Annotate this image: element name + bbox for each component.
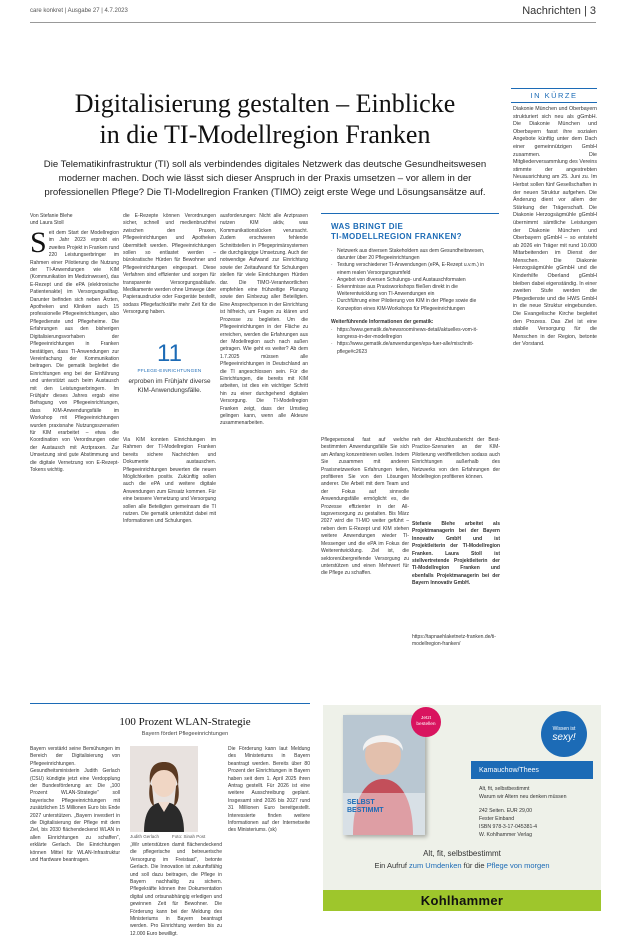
info-box-item: · Erkenntnisse aus Praxisworkshops fließen direkt in die Weiterentwicklung von TI-Anwendungen ein xyxy=(331,284,491,298)
info-box-list xyxy=(331,248,491,313)
drop-cap: S xyxy=(30,226,47,259)
article-lead: Die Telematikinfrastruktur (TI) soll als verbindendes digitales Netzwerk das deutsche Gesundheitswesen moderner machen. Doch wie lässt sich dieser Anspruch in der Praxis umsetzen – vor allem in der professionellen Pflege? Die TI-Modellregion Franken (TIMO) zeigt erste Wege und Lösungsansätze auf. xyxy=(43,159,487,198)
book-advertisement[interactable] xyxy=(323,705,601,911)
article-column-1 xyxy=(30,226,119,680)
sidebar-title: IN KÜRZE xyxy=(511,88,597,103)
book-cover-photo xyxy=(343,715,425,835)
info-box-title-line-1: WAS BRINGT DIE xyxy=(331,222,404,231)
info-box-item: · Testung verschiedener TI-Anwendungen (ePA, E-Rezept u.v.m.) in einem realen Versorgungsumfeld xyxy=(331,262,491,276)
info-box-title-line-2: TI-MODELLREGION FRANKEN? xyxy=(331,232,462,241)
byline-line-1: Von Stefanie Blehe xyxy=(30,213,73,219)
publisher-bar[interactable] xyxy=(323,890,601,911)
section-page-label: Nachrichten | 3 xyxy=(522,5,596,17)
info-box-item: · Durchführung einer Pilotierung von KIM in der Pflege sowie die Konzeption eines KIM-Workshops für Pflegeeinrichtungen xyxy=(331,298,491,312)
article-column-2b: Via KIM konnten Einrichtungen im Rahmen der TI-Modellregion Franken bereits sichere Nachrichten und Dokumente austauschen. Pflegeeinrichtungen bewerten die neuen Möglichkeiten positiv. Zukünftig sollen auch die ePA und weitere digitale Anwendungen zum Einsatz kommen. Für eine bessere Vernetzung und Versorgung sollen alle Beteiligten gemeinsam die TI nutzen. Die gematik unterstützt dabei mit Informationen und Schulungen. xyxy=(123,437,216,525)
book-subtitle: Warum wir Altern neu denken müssen xyxy=(479,794,567,800)
info-box-title xyxy=(331,222,499,242)
slogan-line-2: sexy! xyxy=(552,731,576,743)
sub-column-2b: „Wir unterstützen damit flächendeckend die pflegerische und betreuerische Versorgung im Freistaat“, betonte Gerlach. Die Innovation ist zukunftsfähig und soll dazu beitragen, die Pflege in Bayern nachhaltig zu sichern. Pflegekräfte können ihre Dokumentation digital und ortsunabhängig erledigen und gewinnen Zeit für Bewohner. Die Förderung kann bei der Meldung des Ministeriums in Bayern beantragt werden. Pro Einrichtung werden bis zu 12.000 Euro bewilligt. xyxy=(130,842,222,937)
article-headline xyxy=(30,88,500,150)
sub-article-title: 100 Prozent WLAN-Strategie xyxy=(119,716,251,728)
pull-quote-text: erproben im Frühjahr diverse KIM-Anwendungsfälle. xyxy=(128,378,211,394)
author-info: Stefanie Blehe arbeitet als Projektmanagerin bei der Bayern Innovativ GmbH und ist Projektleiterin der TI-Modellregion Franken. Laura Stoll ist stellvertretende Projektleiterin der TI-Modellregion Franken und ebenfalls Projektmanagerin bei der Bayern Innovativ GmbH. xyxy=(412,521,500,587)
section-divider xyxy=(30,703,310,704)
author-link[interactable]: https://tapnaehlaketnetz-franken.de/ti-modellregion-franken/ xyxy=(412,634,496,648)
header-divider xyxy=(30,22,596,23)
info-box xyxy=(321,213,499,403)
column-1-text: eit dem Start der Modellregion im Jahr 2023 erprobt ein zweites Projekt in Franken rund 220 Leistungserbringer im Rahmen einer Pilotierung die Nutzung der TI-Anwendungen wie KIM (Kommunikation im Medizinwesen), das E-Rezept und die ePA (elektronische Patientenakte) im Versorgungsalltag. Darunter befinden sich neben Ärzten, Apotheken und Kliniken auch 15 professionelle Pflegeeinrichtungen, also Pflegedienste und Pflegeheime. Die Erfahrungen aus den bisherigen Digitalisierungsvorhaben der Pflegeeinrichtungen in Franken bestätigen, dass TI-Anwendungen zur Vereinfachung der Kommunikation beitragen. Die gematik begleitet die Einrichtungen eng bei der Einführung und unterstützt auch beim Austausch mit den Leistungserbringern. Im Frühjahr dieses Jahres ergab eine Befragung von Pflegeeinrichtungen, dass KIM-Anwendungsfälle im Workshop mit Pflegeeinrichtungen wurden praxisnahe Nutzungsszenarien für KIM erarbeitet – etwa die Koordination von Verordnungen oder der Austausch mit Arztpraxen. Zur Umsetzung sind gute Abstimmung und die digitale Vernetzung von E-Rezept-Tokens wichtig. xyxy=(30,230,119,473)
slogan-line-1: Wissen ist xyxy=(552,725,576,732)
info-box-item: · Angebot von diversen Schulungs- und Austauschformaten xyxy=(331,277,491,284)
article-column-2: die E-Rezepte können Verordnungen sicher, schnell und medienbruchfrei zwischen den Praxen, Pflegeeinrichtungen und Apotheken übermittelt werden. Pflegeeinrichtungen sollen so entlastet werden – bürokratische Hürden für Bewohner und Pflegeeinrichtungen eingespart. Diese Verfahren sind effizienter und sorgen für transparente Versorgungsabläufe. Medikamente werden ohne Umwege über Papierausdrucke oder Faxgeräte bestellt, sodass Pflegefachkräfte mehr Zeit für die Versorgung haben. xyxy=(123,213,216,316)
sub-column-3: Die Förderung kann laut Meldung des Ministeriums in Bayern beantragt werden. Bereits über 80 Prozent der Einrichtungen in Bayern haben seit dem 1. April 2025 ihren Antrag gestellt. Für 2026 ist eine weitere Ausschreibung geplant. Insgesamt sind 2026 bis 2027 rund 31 Millionen Euro bereitgestellt. Interessierte finden weitere Informationen auf der Internetseite des Ministeriums. (sk) xyxy=(228,746,310,834)
headline-line-2: in die TI-Modellregion Franken xyxy=(99,120,431,149)
book-details xyxy=(479,785,593,839)
pull-quote-number: 11 xyxy=(157,340,182,367)
book-title: SELBST BESTIMMT xyxy=(347,799,384,814)
portrait-photo xyxy=(130,746,198,832)
book-cover[interactable] xyxy=(343,715,425,835)
tagline-part: Ein Aufruf xyxy=(374,861,410,870)
order-badge[interactable]: Jetzt bestellen xyxy=(411,707,441,737)
publisher-logo: Kohlhammer xyxy=(420,893,504,908)
info-box-item: · Netzwerk aus diversen Stakeholdern aus dem Gesundheitswesen, darunter über 20 Pflegeeinrichtungen xyxy=(331,248,491,262)
book-format: Fester Einband xyxy=(479,816,515,822)
tagline-highlight: Pflege von morgen xyxy=(486,861,550,870)
ad-tagline-2 xyxy=(323,861,601,870)
book-publisher: W. Kohlhammer Verlag xyxy=(479,832,533,838)
article-column-4: Pflegepersonal fast auf welche bestimmten Anwendungsfälle Sie sich am Anfang konzentrieren wollen. Indem Sie zusammen mit anderen Praxisnetzwerken Erfahrungen teilen, profitieren Sie von den Lösungen anderer. Die Arbeit mit dem Team und der Fokus auf sinnvolle Anwendungsfälle ermöglicht es, die Prozesse effizienter in der All-tagsversorgung zu gestalten. Bis März 2027 wird die TI-MO weiter geführt – neben dem E-Rezept und KIM stehen weitere Anwendungen wieder TI-Messenger und die ePA im Fokus der Weiterentwicklung. Ziel ist, die sektorenübergreifende Versorgung zu unterstützen und einen Mehrwert für die Pflege zu schaffen. xyxy=(321,437,409,577)
byline xyxy=(30,213,94,227)
pull-quote xyxy=(123,340,216,395)
sidebar-text: Diakonie München und Oberbayern strukturiert sich neu als gGmbH. Die Diakonie München und Oberbayern fasst ihre sozialen Angebote künftig unter dem Dach einer gemeinnützigen GmbH zusammen. Die Mitgliederversammlung des Vereins stimmte der angestrebten Neuausrichtung am 25. Juni zu. Im Herbst sollen fünf Gesellschaften in der neuen Struktur aufgehen. Die Änderung dient vor allem der Stärkung der Trägerschaft. Die Diakonie Herzogsägmühle gGmbH übernimmt sämtliche Leistungen der Diakonie München und Oberbayern gGmbH – so entsteht ab 2026 ein Träger mit rund 10.000 Mitarbeitenden im Dienst der Menschen. Die Diakonie Herzogsägmühle gGmbH und die Kinderhilfe Oberland gGmbH bleiben dabei eigenständig. In einer zweiten Stufe werden die Pflegedienste und die HWS GmbH in die neue Struktur eingebunden. Die Evangelische Kirche begleitet den Prozess. Das Ziel ist eine stabile Versorgung für die Menschen in der Region, betonte der Vorstand. xyxy=(513,106,597,348)
issue-info: care konkret | Ausgabe 27 | 4.7.2023 xyxy=(30,8,128,14)
info-box-links xyxy=(331,327,491,356)
portrait-illustration xyxy=(130,746,198,832)
book-isbn: ISBN 978-3-17-045381-4 xyxy=(479,824,537,830)
sub-article-deck: Bayern fördert Pflegeeinrichtungen xyxy=(141,731,229,737)
article-column-5: neh der Abschlussbericht der Best-Practice-Szenarien an der KIM-Pilotierung veröffentlichen sodass auch Einrichtungen außerhalb des Netzwerks von den Erfahrungen der Modellregion profitieren können. xyxy=(412,437,500,481)
ad-tagline-1: Alt, fit, selbstbestimmt xyxy=(423,849,501,858)
book-edition: Alt, fit, selbstbestimmt xyxy=(479,786,530,792)
byline-line-2: und Laura Stoll xyxy=(30,220,64,226)
info-box-links-title: Weiterführende Informationen der gematik: xyxy=(331,318,434,325)
tagline-highlight: zum Umdenken xyxy=(409,861,462,870)
tagline-part: für die xyxy=(461,861,487,870)
photo-caption: Judith Gerlach xyxy=(130,834,160,839)
pull-quote-label: PFLEGE-EINRICHTUNGEN xyxy=(137,368,202,373)
info-box-link[interactable]: · https://www.gematik.de/anwendungen/epa-fuer-alle/mischnitt-pflege#c2623 xyxy=(331,341,491,355)
photo-credit: Foto: Sinah Post xyxy=(172,834,206,839)
book-pages-price: 242 Seiten. EUR 29,00 xyxy=(479,808,533,814)
headline-line-1: Digitalisierung gestalten – Einblicke xyxy=(74,89,456,118)
sub-column-1: Bayern verstärkt seine Bemühungen im Bereich der Digitalisierung von Pflegeeinrichtungen. Gesundheitsministerin Judith Gerlach (CSU) kündigte jetzt eine Verdopplung der Bundesförderung an: Die „100 Prozent WLAN-Strategie“ soll bayerische Pflegeeinrichtungen mit zusätzlichen 15 Millionen Euro bis Ende 2027 unterstützen. „Bayern investiert in die Digitalisierung der Pflege mit dem Ziel, bis 2030 flächendeckend WLAN in allen Einrichtungen zu schaffen“, erklärte Gerlach. Die Einrichtungen können Mittel für WLAN-Infrastruktur und Hardware beantragen. xyxy=(30,746,120,864)
info-box-link[interactable]: · https://www.gematik.de/newsroom/news-detail/aktuelles-vom-it-kongress-in-der-modellregion xyxy=(331,327,491,341)
article-column-3: ausforderungen: Nicht alle Arztpraxen nutzen KIM aktiv, was Kommunikationslücken verursacht. Zudem erschweren fehlende Schnittstellen in Pflegeprimärsystemen die durchgängige Umsetzung. Auch der notwendige Aufwand zur Einrichtung sowie der Zeitaufwand für Schulungen stellen für viele Einrichtungen Hürden dar. Die TIMO-Verantwortlichen empfehlen eine frühzeitige Planung sowie den Einbezug aller Beteiligten. Eine Ansprechperson in der Einrichtung ist hilfreich, um Fragen zu klären und Prozesse zu begleiten. Um die Pflegeeinrichtungen in der Fläche zu erreichen, werden die Erfahrungen aus der Modellregion auch nach außen getragen. Wie geht es weiter? Ab dem 1.7.2025 müssen alle Pflegeeinrichtungen in Deutschland an die TI angeschlossen sein. Für die Einrichtungen, die bereits mit KIM arbeiten, ist dies ein wichtiger Schritt hin zu einer durchgehend digitalen Versorgung. Die TI-Modellregion Franken zeigt, dass der Umstieg gelingen kann, wenn alle Akteure zusammenarbeiten. xyxy=(220,213,308,427)
slogan-circle xyxy=(541,711,587,757)
book-authors: Kamauchow/Thees xyxy=(471,761,593,779)
